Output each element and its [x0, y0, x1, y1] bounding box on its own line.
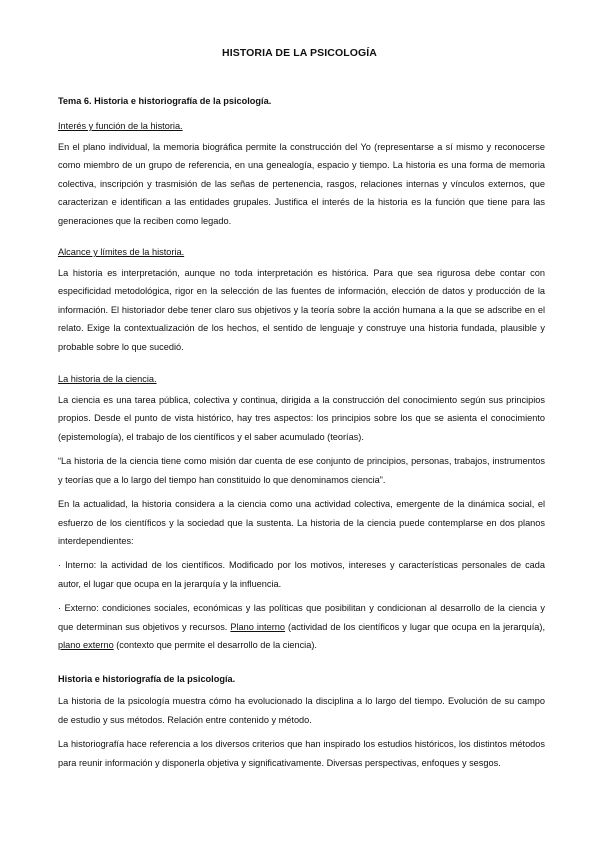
paragraph-plano-externo [58, 599, 545, 654]
text-plano-interno-underlined: Plano interno [230, 621, 285, 632]
paragraph-psicologia-1: La historia de la psicología muestra cómo ha evolucionado la disciplina a lo largo del tiempo. Evolución de su campo de estudio y sus métodos. Relación entre contenido y método. [58, 696, 545, 725]
text-plano-externo-desc: (contexto que permite el desarrollo de la ciencia). [113, 639, 317, 650]
section-heading-interes: Interés y función de la historia. [58, 121, 183, 131]
document-title: HISTORIA DE LA PSICOLOGÍA [222, 47, 377, 59]
text-externo: · Externo: condiciones sociales, económicas y las políticas que posibilitan y condicionan al desarrollo de la ciencia y que determinan sus objetivos y recursos. [58, 603, 545, 632]
text-plano-interno-desc: (actividad de los científicos y lugar que ocupa en la jerarquía), [285, 621, 546, 632]
section-heading-psicologia: Historia e historiografía de la psicología. [58, 674, 236, 685]
paragraph-interes: En el plano individual, la memoria biográfica permite la construcción del Yo (representarse a sí mismo y reconocerse como miembro de un grupo de referencia, en una genealogía, espacio y tiempo. La historia es una forma de memoria colectiva, inscripción y trasmisión de las señas de pertenencia, rasgos, relaciones internas y vínculos externos, que caracterizan e identifican a las entidades grupales. Justifica el interés de la historia es la función que tiene para las generaciones que la reciben como legado. [58, 142, 545, 226]
text-plano-externo-underlined: plano externo [58, 639, 114, 650]
paragraph-plano-interno: · Interno: la actividad de los científicos. Modificado por los motivos, intereses y características personales de cada autor, el lugar que ocupa en la jerarquía y la influencia. [58, 560, 545, 589]
section-heading-alcance: Alcance y límites de la historia. [58, 247, 185, 258]
paragraph-alcance: La historia es interpretación, aunque no toda interpretación es histórica. Para que sea rigurosa debe contar con especificidad metodológica, rigor en la selección de las fuentes de información, elección de datos y producción de la información. El historiador debe tener claro sus objetivos y la teoría sobre la acción humana a la que se adscribe en el relato. Exige la contextualización de los hechos, el sentido de lenguaje y construye una historia fundada, plausible y probable sobre lo que sucedió. [58, 268, 545, 352]
paragraph-ciencia-1: La ciencia es una tarea pública, colectiva y continua, dirigida a la construcción del conocimiento según sus principios propios. Desde el punto de vista histórico, hay tres aspectos: los principios sobre los que se asienta el conocimiento (epistemología), el trabajo de los científicos y el saber acumulado (teorías). [58, 395, 545, 442]
paragraph-ciencia-quote: “La historia de la ciencia tiene como misión dar cuenta de ese conjunto de principios, personas, trabajos, instrumentos y teorías que a lo largo del tiempo han constituido lo que denominamos ciencia”. [58, 456, 545, 485]
topic-heading: Tema 6. Historia e historiografía de la psicología. [58, 96, 272, 106]
document-body [58, 95, 545, 772]
paragraph-ciencia-actualidad: En la actualidad, la historia considera a la ciencia como una actividad colectiva, emergente de la dinámica social, el esfuerzo de los científicos y la sociedad que la sustenta. La historia de la ciencia puede contemplarse en dos planos interdependientes: [58, 499, 545, 546]
section-heading-ciencia: La historia de la ciencia. [58, 374, 157, 385]
paragraph-psicologia-2: La historiografía hace referencia a los diversos criterios que han inspirado los estudios históricos, los distintos métodos para reunir información y disponerla objetiva y significativamente. Diversas perspectivas, enfoques y sesgos. [58, 739, 545, 768]
